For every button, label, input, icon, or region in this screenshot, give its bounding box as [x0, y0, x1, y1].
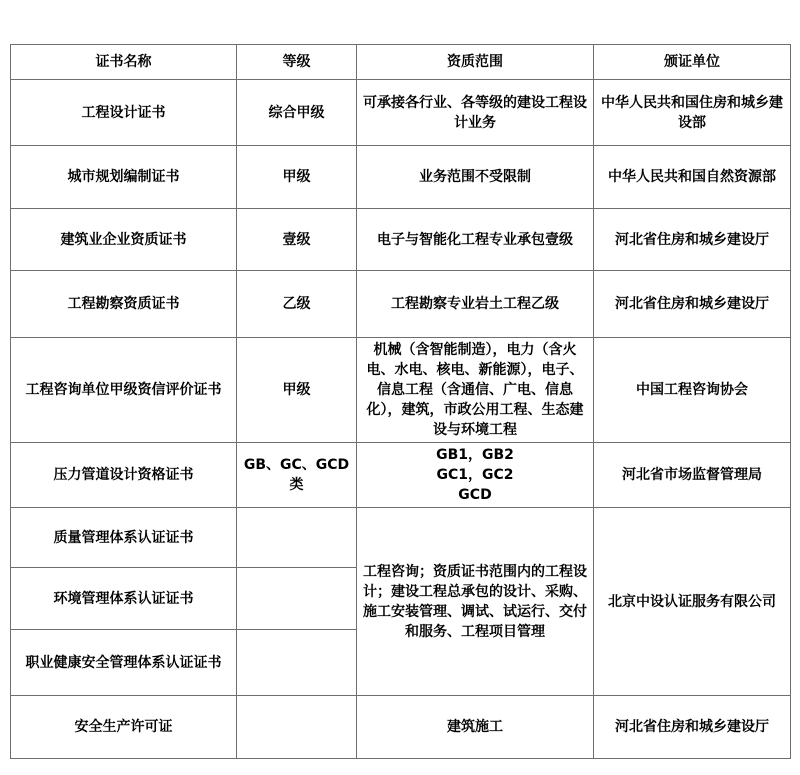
issuer-cell: 中国工程咨询协会 — [594, 338, 791, 443]
cert-name-cell: 工程设计证书 — [11, 80, 237, 146]
scope-cell: 可承接各行业、各等级的建设工程设计业务 — [357, 80, 594, 146]
scope-cell: 业务范围不受限制 — [357, 146, 594, 209]
table-row — [11, 146, 791, 209]
cert-name-cell: 职业健康安全管理体系认证证书 — [11, 630, 237, 696]
scope-line: GCD — [458, 487, 492, 503]
issuer-cell: 中华人民共和国住房和城乡建设部 — [594, 80, 791, 146]
table-row — [11, 80, 791, 146]
level-cell: GB、GC、GCD 类 — [237, 443, 357, 508]
issuer-cell: 河北省住房和城乡建设厅 — [594, 271, 791, 338]
column-header-issuer: 颁证单位 — [594, 45, 791, 80]
table-row — [11, 443, 791, 508]
scope-cell: 建筑施工 — [357, 696, 594, 759]
level-cell: 甲级 — [237, 338, 357, 443]
cert-name-cell: 安全生产许可证 — [11, 696, 237, 759]
table-row — [11, 508, 791, 568]
level-cell: 甲级 — [237, 146, 357, 209]
table-row — [11, 209, 791, 271]
scope-cell: 机械（含智能制造），电力（含火电、水电、核电、新能源），电子、信息工程（含通信、广电、信息化），建筑，市政公用工程、生态建设与环境工程 — [357, 338, 594, 443]
level-cell: 壹级 — [237, 209, 357, 271]
table-row — [11, 271, 791, 338]
scope-cell: 电子与智能化工程专业承包壹级 — [357, 209, 594, 271]
cert-name-cell: 建筑业企业资质证书 — [11, 209, 237, 271]
issuer-cell: 河北省住房和城乡建设厅 — [594, 209, 791, 271]
issuer-cell-merged: 北京中设认证服务有限公司 — [594, 508, 791, 696]
issuer-cell: 河北省市场监督管理局 — [594, 443, 791, 508]
certificates-table — [10, 44, 791, 759]
issuer-cell: 中华人民共和国自然资源部 — [594, 146, 791, 209]
column-header-certificate-name: 证书名称 — [11, 45, 237, 80]
level-cell — [237, 696, 357, 759]
level-cell: 乙级 — [237, 271, 357, 338]
level-cell — [237, 508, 357, 568]
scope-cell-merged: 工程咨询；资质证书范围内的工程设计；建设工程总承包的设计、采购、施工安装管理、调试、试运行、交付和服务、工程项目管理 — [357, 508, 594, 696]
scope-cell: 工程勘察专业岩土工程乙级 — [357, 271, 594, 338]
table-row — [11, 338, 791, 443]
cert-name-cell: 工程勘察资质证书 — [11, 271, 237, 338]
level-cell: 综合甲级 — [237, 80, 357, 146]
level-cell — [237, 630, 357, 696]
scope-line: GC1，GC2 — [436, 467, 514, 483]
scope-cell — [357, 443, 594, 508]
cert-name-cell: 压力管道设计资格证书 — [11, 443, 237, 508]
column-header-level: 等级 — [237, 45, 357, 80]
scope-line: GB1，GB2 — [436, 447, 514, 463]
level-cell — [237, 568, 357, 630]
cert-name-cell: 城市规划编制证书 — [11, 146, 237, 209]
column-header-scope: 资质范围 — [357, 45, 594, 80]
cert-name-cell: 环境管理体系认证证书 — [11, 568, 237, 630]
header-row — [11, 45, 791, 80]
issuer-cell: 河北省住房和城乡建设厅 — [594, 696, 791, 759]
table-row — [11, 696, 791, 759]
cert-name-cell: 工程咨询单位甲级资信评价证书 — [11, 338, 237, 443]
cert-name-cell: 质量管理体系认证证书 — [11, 508, 237, 568]
